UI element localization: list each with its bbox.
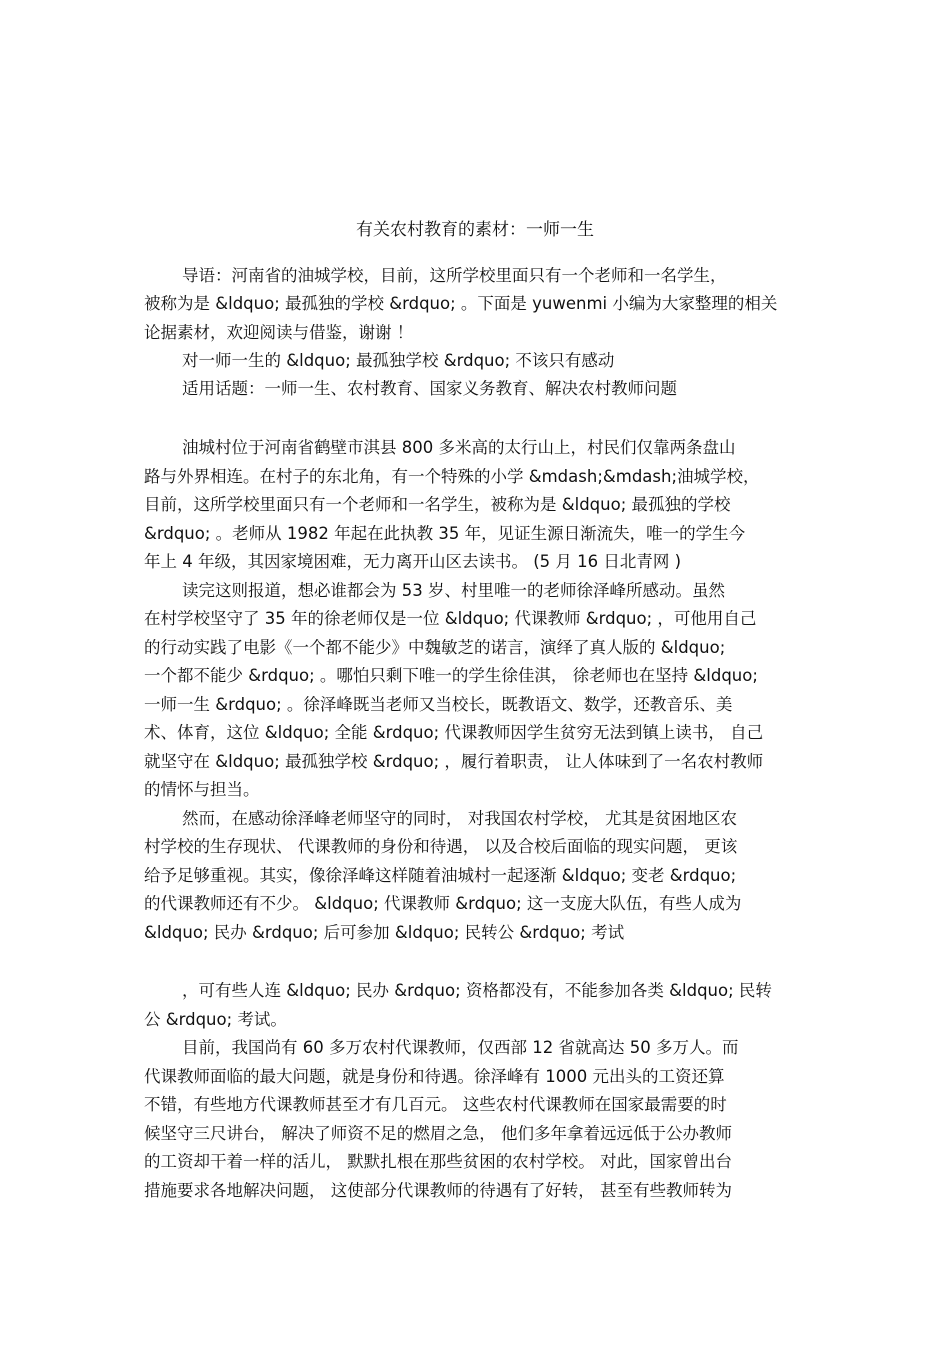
body-line-21: 目前，我国尚有 60 多万农村代课教师，仅西部 12 省就高达 50 多万人。而 (182, 1038, 739, 1057)
body-line-10: 一师一生 &rdquo; 。徐泽峰既当老师又当校长，既教语文、数学，还教音乐、美 (144, 695, 733, 714)
body-line-6: 读完这则报道，想必谁都会为 53 岁、村里唯一的老师徐泽峰所感动。虽然 (182, 581, 725, 600)
intro-line-3: 论据素材，欢迎阅读与借鉴，谢谢 ！ (144, 323, 414, 342)
body-line-5: 年上 4 年级，其因家境困难，无力离开山区去读书。 (5 月 16 日北青网 ) (144, 552, 682, 571)
body-line-26: 措施要求各地解决问题， 这使部分代课教师的待遇有了好转， 甚至有些教师转为 (144, 1181, 732, 1200)
body-line-16: 给予足够重视。其实，像徐泽峰这样随着油城村一起逐渐 &ldquo; 变老 &rdquo; (144, 866, 737, 885)
body-line-1: 油城村位于河南省鹤壁市淇县 800 多米高的太行山上，村民们仅靠两条盘山 (182, 438, 736, 457)
body-line-11: 术、体育，这位 &ldquo; 全能 &rdquo; 代课教师因学生贫穷无法到镇上读书， 自己 (144, 723, 764, 742)
body-line-8: 的行动实践了电影《一个都不能少》中魏敏芝的诺言，演绎了真人版的 &ldquo; (144, 638, 726, 657)
body-line-18: &ldquo; 民办 &rdquo; 后可参加 &ldquo; 民转公 &rdquo; 考试 (144, 923, 625, 942)
body-line-7: 在村学校坚守了 35 年的徐老师仅是一位 &ldquo; 代课教师 &rdquo; ，可他用自己 (144, 609, 757, 628)
body-line-25: 的工资却干着一样的活儿， 默默扎根在那些贫困的农村学校。 对此，国家曾出台 (144, 1152, 732, 1171)
body-line-4: &rdquo; 。老师从 1982 年起在此执教 35 年，见证生源日渐流失，唯一的学生今 (144, 524, 746, 543)
body-line-14: 然而，在感动徐泽峰老师坚守的同时， 对我国农村学校， 尤其是贫困地区农 (182, 809, 737, 828)
body-line-9: 一个都不能少 &rdquo; 。哪怕只剩下唯一的学生徐佳淇， 徐老师也在坚持 &ldquo; (144, 666, 758, 685)
body-line-19: ，可有些人连 &ldquo; 民办 &rdquo; 资格都没有，不能参加各类 &ldquo; 民转 (182, 981, 772, 1000)
document-title: 有关农村教育的素材：一师一生 (356, 220, 594, 240)
body-line-22: 代课教师面临的最大问题，就是身份和待遇。徐泽峰有 1000 元出头的工资还算 (144, 1067, 725, 1086)
subheading-line: 对一师一生的 &ldquo; 最孤独学校 &rdquo; 不该只有感动 (182, 351, 615, 370)
topics-line: 适用话题：一师一生、农村教育、国家义务教育、解决农村教师问题 (182, 379, 677, 398)
intro-line-1: 导语：河南省的油城学校，目前，这所学校里面只有一个老师和一名学生， (182, 266, 727, 285)
intro-line-2: 被称为是 &ldquo; 最孤独的学校 &rdquo; 。下面是 yuwenmi 小编为大家整理的相关 (144, 294, 778, 313)
body-line-20: 公 &rdquo; 考试。 (144, 1010, 287, 1029)
body-line-2: 路与外界相连。在村子的东北角，有一个特殊的小学 &mdash;&mdash;油城学校， (144, 467, 760, 486)
body-line-3: 目前，这所学校里面只有一个老师和一名学生，被称为是 &ldquo; 最孤独的学校 (144, 495, 731, 514)
body-line-13: 的情怀与担当。 (144, 780, 260, 799)
body-line-12: 就坚守在 &ldquo; 最孤独学校 &rdquo; ，履行着职责， 让人体味到了一名农村教师 (144, 752, 764, 771)
body-line-24: 候坚守三尺讲台， 解决了师资不足的燃眉之急， 他们多年拿着远远低于公办教师 (144, 1124, 732, 1143)
body-line-17: 的代课教师还有不少。 &ldquo; 代课教师 &rdquo; 这一支庞大队伍，有些人成为 (144, 894, 742, 913)
body-line-15: 村学校的生存现状、 代课教师的身份和待遇， 以及合校后面临的现实问题， 更该 (144, 837, 738, 856)
body-line-23: 不错，有些地方代课教师甚至才有几百元。 这些农村代课教师在国家最需要的时 (144, 1095, 727, 1114)
